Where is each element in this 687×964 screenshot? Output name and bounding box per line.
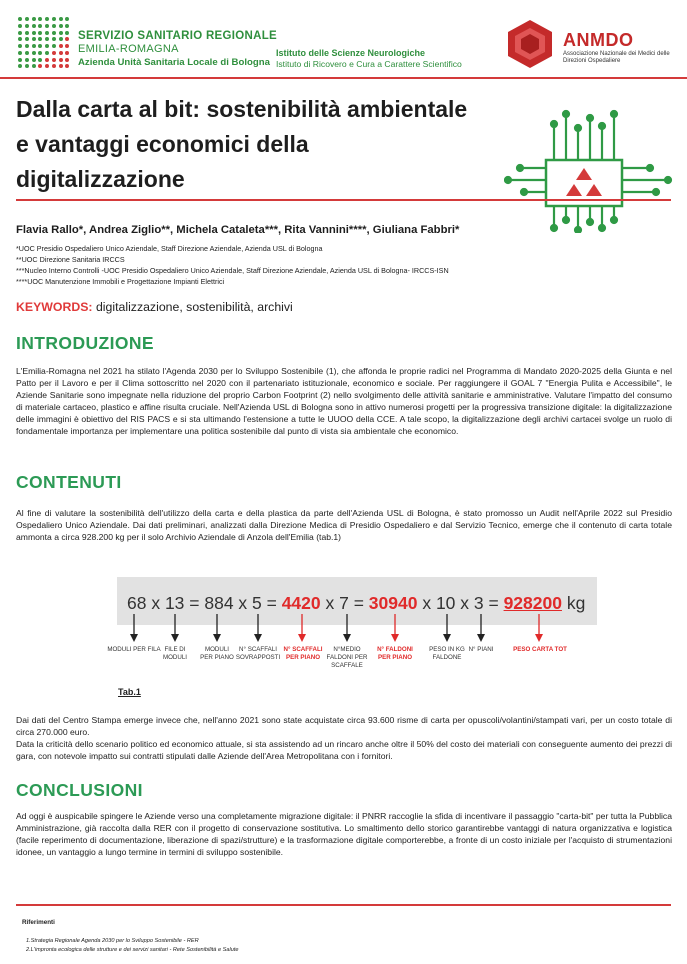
logo-dot (25, 51, 29, 55)
logo-dot (52, 37, 56, 41)
logo-dot (18, 64, 22, 68)
logo-dot (38, 31, 42, 35)
logo-dot (32, 44, 36, 48)
calc-value: 4420 (281, 593, 321, 613)
logo-dot (25, 37, 29, 41)
logo-dot (25, 58, 29, 62)
calc-label: N°MEDIO FALDONI PER SCAFFALE (326, 646, 368, 669)
calc-label: MODULI PER PIANO (200, 646, 234, 661)
logo-dot (32, 37, 36, 41)
affiliation: ***Nucleo Interno Controlli -UOC Presidio Ospedaliero Unico Aziendale, Staff Direzione Aziendale, Azienda USL di Bologna- IRCCS-ISN (16, 266, 449, 275)
arrow-down-icon (253, 614, 263, 642)
references-heading: Riferimenti (22, 919, 55, 926)
calc-total: 928200 (503, 593, 562, 613)
logo-dot (25, 31, 29, 35)
logo-dot (59, 58, 63, 62)
logo-dot (65, 58, 69, 62)
keywords-label: KEYWORDS: (16, 300, 93, 314)
logo-dot (65, 37, 69, 41)
arrow-down-icon (442, 614, 452, 642)
calc-value: 30940 (368, 593, 418, 613)
logo-dot (65, 31, 69, 35)
title-line: e vantaggi economici della (16, 131, 309, 157)
title-line: Dalla carta al bit: sostenibilità ambientale (16, 96, 468, 122)
contenuti-text-3: Data la criticità dello scenario politico ed economico attuale, si sta assistendo ad un rincaro anche oltre il 50% del costo dei materiali con conseguente aumento dei prezzi di gara, con notevole impatto sui contratti stipulati dalle Aziende dell'Area Metropolitana con i fornitori. (16, 739, 672, 761)
logo-dot (18, 37, 22, 41)
logo-dot (18, 17, 22, 21)
contenuti-text-2: Dai dati del Centro Stampa emerge invece che, nell'anno 2021 sono state acquistate circa 93.600 risme di carta per opuscoli/volantini/stampati vari, per un costo totale di circa 270.000 euro. (16, 715, 672, 737)
calc-unit: kg (561, 593, 586, 613)
calc-part: 68 x 13 = 884 x 5 = (127, 593, 282, 613)
logo-dot (18, 31, 22, 35)
reference-item: 1.Strategia Regionale Agenda 2030 per lo Sviluppo Sostenibile - RER (26, 938, 199, 944)
logo-dot (32, 64, 36, 68)
logo-dot (59, 44, 63, 48)
ssr-logo-dots (18, 17, 70, 69)
keywords (16, 300, 293, 314)
section-heading-contenuti: CONTENUTI (16, 472, 122, 492)
calc-label: N° SCAFFALI PER PIANO (283, 646, 323, 661)
arrow-down-icon (390, 614, 400, 642)
logo-dot (18, 44, 22, 48)
table-caption: Tab.1 (118, 687, 141, 697)
anmdo-name: ANMDO (563, 30, 634, 50)
logo-dot (45, 44, 49, 48)
logo-dot (25, 64, 29, 68)
logo-dot (59, 51, 63, 55)
logo-dot (38, 64, 42, 68)
header (0, 0, 687, 76)
logo-dot (32, 51, 36, 55)
affiliation: *UOC Presidio Ospedaliero Unico Aziendale, Staff Direzione Aziendale, Azienda USL di Bologna (16, 244, 323, 253)
calc-label: PESO CARTA TOT (513, 646, 567, 653)
contenuti-text: Al fine di valutare la sostenibilità dell'utilizzo della carta e della plastica da parte dell'Azienda USL di Bologna, è stato promosso un Audit nell'Aprile 2022 sul Presidio Ospedaliero Unico Aziendale. Dai dati preliminari, analizzati dalla Direzione Medica di Presidio Ospedaliero e dal Servizio Tecnico, emerge che il contenuto di carta totale ammonta a circa 928.200 kg per il solo Archivio Aziendale di Anzola dell'Emilia (tab.1) (16, 508, 672, 542)
calc-label: FILE DI MODULI (162, 646, 188, 661)
logo-dot (18, 58, 22, 62)
logo-dot (38, 37, 42, 41)
logo-dot (45, 51, 49, 55)
keywords-text: digitalizzazione, sostenibilità, archivi (95, 300, 293, 314)
calc-label: N° FALDONI PER PIANO (377, 646, 413, 661)
title-divider (16, 199, 671, 201)
title-line: digitalizzazione (16, 166, 185, 192)
logo-dot (52, 51, 56, 55)
arrow-down-icon (129, 614, 139, 642)
logo-dot (52, 31, 56, 35)
logo-dot (45, 37, 49, 41)
arrow-down-icon (212, 614, 222, 642)
logo-dot (59, 24, 63, 28)
logo-dot (52, 44, 56, 48)
references-list (26, 937, 239, 954)
logo-dot (45, 64, 49, 68)
logo-dot (38, 17, 42, 21)
page-title (16, 92, 516, 197)
logo-dot (32, 58, 36, 62)
recycle-chip-icon (504, 108, 676, 233)
isn-line1: Istituto delle Scienze Neurologiche (276, 48, 426, 58)
section-heading-conclusioni: CONCLUSIONI (16, 780, 143, 800)
ssr-line3: Azienda Unità Sanitaria Locale di Bologna (78, 57, 270, 68)
logo-dot (59, 37, 63, 41)
logo-dot (52, 58, 56, 62)
arrow-down-icon (297, 614, 307, 642)
logo-dot (65, 51, 69, 55)
calc-part: x 10 x 3 = (417, 593, 504, 613)
footer-divider (16, 904, 671, 906)
ssr-line2: EMILIA-ROMAGNA (78, 43, 179, 55)
logo-dot (45, 58, 49, 62)
logo-dot (25, 17, 29, 21)
logo-dot (38, 58, 42, 62)
calc-label: N° SCAFFALI SOVRAPPOSTI (235, 646, 281, 661)
anmdo-logo-icon (502, 18, 558, 70)
logo-dot (65, 17, 69, 21)
logo-dot (38, 44, 42, 48)
calculation (127, 593, 585, 614)
section-heading-introduzione: INTRODUZIONE (16, 333, 154, 353)
logo-dot (38, 51, 42, 55)
logo-dot (52, 64, 56, 68)
arrow-down-icon (534, 614, 544, 642)
logo-dot (25, 44, 29, 48)
reference-item: 2.L'impronta ecologica delle strutture e dei servizi sanitari - Rete Sostenibilità e Salute (26, 946, 239, 953)
arrow-down-icon (342, 614, 352, 642)
logo-dot (59, 31, 63, 35)
authors: Flavia Rallo*, Andrea Ziglio**, Michela Cataleta***, Rita Vannini****, Giuliana Fabbri* (16, 224, 460, 236)
affiliations (16, 243, 449, 287)
logo-dot (45, 24, 49, 28)
logo-dot (52, 17, 56, 21)
logo-dot (59, 17, 63, 21)
header-divider (0, 77, 687, 79)
arrow-down-icon (170, 614, 180, 642)
ssr-logo-text (78, 30, 277, 69)
calc-label: N° PIANI (468, 646, 494, 653)
anmdo-text (563, 30, 673, 65)
conclusioni-text: Ad oggi è auspicabile spingere le Aziende verso una completamente migrazione digitale: il PNRR raccoglie la sfida di incentivare il passaggio "carta-bit" per tutta la Pubblica Amministrazione, già raccolta dalla RER con il progetto di conservazione sostitutiva. Lo smaltimento dello storico garantirebbe vantaggi di natura organizzativa e logistica (facile reperimento di documentazione, liberazione di spazi/strutture) e la trasformazione digitale comporterebbe, a fronte di un costo iniziale per l'acquisto di strumentazioni idonee, un vantaggio a lungo termine in termini di sviluppo sostenibile. (16, 811, 672, 857)
logo-dot (45, 17, 49, 21)
logo-dot (18, 24, 22, 28)
calc-part: x 7 = (320, 593, 369, 613)
ssr-line1: SERVIZIO SANITARIO REGIONALE (78, 30, 278, 42)
isn-line2: Istituto di Ricovero e Cura a Carattere Scientifico (276, 59, 462, 69)
anmdo-desc: Associazione Nazionale dei Medici delle Direzioni Ospedaliere (563, 51, 670, 64)
logo-dot (65, 24, 69, 28)
logo-dot (45, 31, 49, 35)
logo-dot (25, 24, 29, 28)
logo-dot (65, 44, 69, 48)
logo-dot (38, 24, 42, 28)
logo-dot (32, 31, 36, 35)
isn-logo-text (276, 48, 462, 70)
logo-dot (52, 24, 56, 28)
arrow-down-icon (476, 614, 486, 642)
logo-dot (59, 64, 63, 68)
calc-label: MODULI PER FILA (107, 646, 161, 653)
affiliation: **UOC Direzione Sanitaria IRCCS (16, 255, 125, 264)
introduzione-text: L'Emilia-Romagna nel 2021 ha stilato l'Agenda 2030 per lo Sviluppo Sostenibile (1), che affonda le proprie radici nel Programma di Mandato 2020-2025 della Giunta e nel Patto per il Lavoro e per il Clima sottoscritto nel 2020 con il partenariato istituzionale, economico e sociale. Per raggiungere il GOAL 7 "Energia Pulita e Accessibile", le Aziende Sanitarie sono impegnate nella riduzione del proprio Carbon Footprint (2) nello svolgimento delle attività sanitarie e amministrative. Valutare l'impatto del consumo di materiale cartaceo, plastico e affine risulta cruciale. Nell'Azienda USL di Bologna sono in attivo numerosi progetti per la progressiva transizione digitale: la digitalizzazione delle immagini è obiettivo del RIS PACS e si sta ultimando l'estensione a tutte le UUOO della CCE. A tale scopo, la digitalizzazione degli archivi cartacei svolge un ruolo di fondamentale importanza per implementare una politica sostenibile dal punto di vista sia ambientale che economico. (16, 366, 672, 436)
calc-label: PESO IN KG FALDONE (429, 646, 465, 661)
affiliation: ****UOC Manutenzione Immobili e Progettazione Impianti Elettrici (16, 277, 225, 286)
logo-dot (32, 17, 36, 21)
logo-dot (18, 51, 22, 55)
logo-dot (65, 64, 69, 68)
logo-dot (32, 24, 36, 28)
